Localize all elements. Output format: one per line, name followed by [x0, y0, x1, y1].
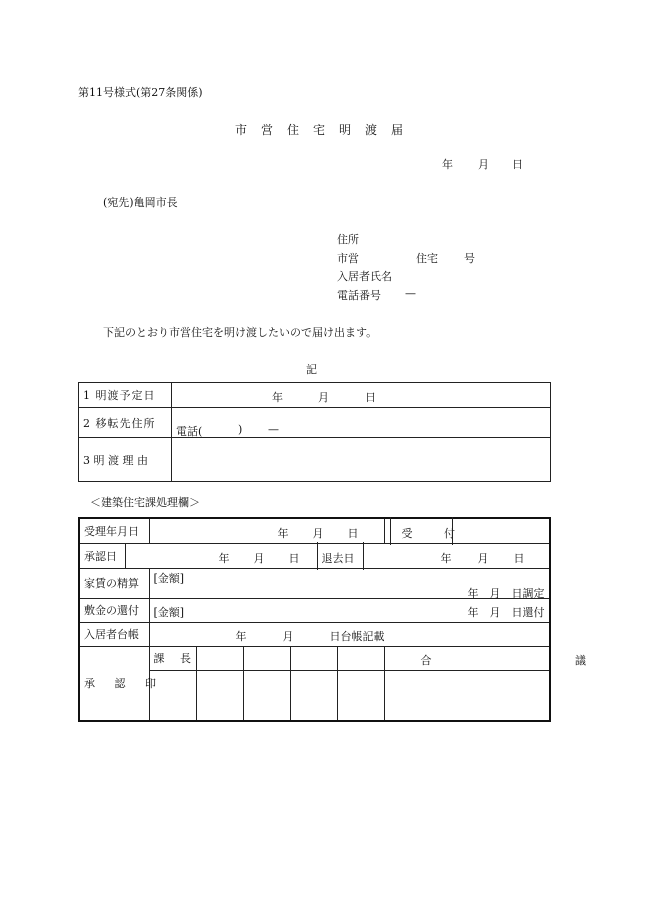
housing-suffix: 号: [464, 252, 475, 265]
dep-day: 日還付: [511, 605, 545, 619]
body-text: 下記のとおり市営住宅を明け渡したいので届け出ます。: [103, 326, 378, 339]
appr-day: 日: [288, 551, 300, 565]
deposit-refund-value: [149, 598, 550, 622]
moveout-date-label: 退去日: [321, 551, 355, 565]
seal-box-5: [337, 670, 384, 721]
consultation-label-cell: [384, 646, 656, 670]
appr-divider: [317, 542, 318, 570]
reason-value: [172, 438, 551, 482]
new-phone-close: ): [238, 423, 243, 436]
new-address-value: [172, 408, 551, 438]
housing-mid: 住宅: [416, 252, 438, 265]
deposit-amount: [金額]: [153, 605, 185, 619]
resident-ledger-label: 入居者台帳: [79, 622, 149, 646]
rent-month: 月: [489, 586, 501, 600]
consultation-label: 合 議: [420, 653, 656, 667]
received-date-value: [149, 518, 469, 543]
planned-day: 日: [365, 391, 376, 404]
seal-box-3: [243, 670, 290, 721]
rent-year: 年: [467, 586, 479, 600]
out-year: 年: [440, 551, 452, 565]
approval-seal-label: 承 認 印: [79, 646, 149, 721]
notice-details-table: [78, 382, 551, 482]
recv-divider: [390, 517, 391, 545]
dep-month: 月: [489, 605, 501, 619]
recv-month: 月: [312, 527, 324, 540]
new-phone-label: 電話(: [176, 425, 203, 438]
ledger-year: 年: [235, 629, 247, 643]
ki-marker: 記: [306, 363, 317, 376]
deposit-refund-label: 敷金の還付: [79, 598, 149, 622]
date-day: 日: [512, 158, 523, 171]
rent-settlement-value: [149, 568, 550, 598]
section-chief-label: 課 長: [149, 646, 196, 670]
planned-month: 月: [318, 391, 329, 404]
seal-box-4: [290, 670, 337, 721]
seal-header-5: [337, 646, 384, 670]
approval-date-label: 承認日: [79, 543, 125, 568]
new-phone-dash: —: [268, 423, 279, 436]
processing-table: [78, 517, 656, 722]
addressee: (宛先)亀岡市長: [103, 196, 178, 209]
appr-month: 月: [253, 551, 265, 565]
consultation-box: [384, 670, 550, 721]
recv-year: 年: [277, 527, 289, 540]
planned-date-value: [172, 383, 551, 408]
out-day: 日: [513, 551, 525, 565]
dep-year: 年: [467, 605, 479, 619]
rent-settlement-label: 家賃の精算: [79, 568, 149, 598]
ledger-month: 月: [282, 629, 294, 643]
housing-prefix: 市営: [337, 252, 359, 265]
received-date-label: 受理年月日: [79, 518, 149, 543]
date-year: 年: [442, 158, 453, 171]
phone-dash: —: [405, 287, 416, 300]
address-label: 住所: [337, 233, 359, 246]
planned-year: 年: [272, 391, 283, 404]
ledger-day: 日台帳記載: [329, 629, 385, 643]
recv-divider-2: [452, 517, 453, 545]
moveout-divider: [363, 542, 364, 570]
received-mark-label: 受 付: [401, 527, 469, 540]
rent-day: 日調定: [511, 586, 545, 600]
seal-box-2: [196, 670, 243, 721]
document-title: 市営住宅明渡届: [235, 123, 418, 137]
out-month: 月: [477, 551, 489, 565]
planned-date-label: 1 明渡予定日: [79, 383, 172, 408]
recv-day: 日: [347, 527, 359, 540]
approval-moveout-row: [125, 543, 550, 568]
seal-header-3: [243, 646, 290, 670]
rent-amount: [金額]: [153, 571, 185, 585]
phone-label: 電話番号: [337, 289, 381, 302]
appr-year: 年: [218, 551, 230, 565]
form-number: 第11号様式(第27条関係): [78, 86, 203, 99]
reason-label: 3 明 渡 理 由: [79, 438, 172, 482]
seal-header-4: [290, 646, 337, 670]
resident-ledger-value: [149, 622, 550, 646]
new-address-label: 2 移転先住所: [79, 408, 172, 438]
date-month: 月: [478, 158, 489, 171]
seal-header-2: [196, 646, 243, 670]
processing-section-label: ＜建築住宅課処理欄＞: [90, 496, 200, 509]
resident-name-label: 入居者氏名: [337, 270, 392, 283]
